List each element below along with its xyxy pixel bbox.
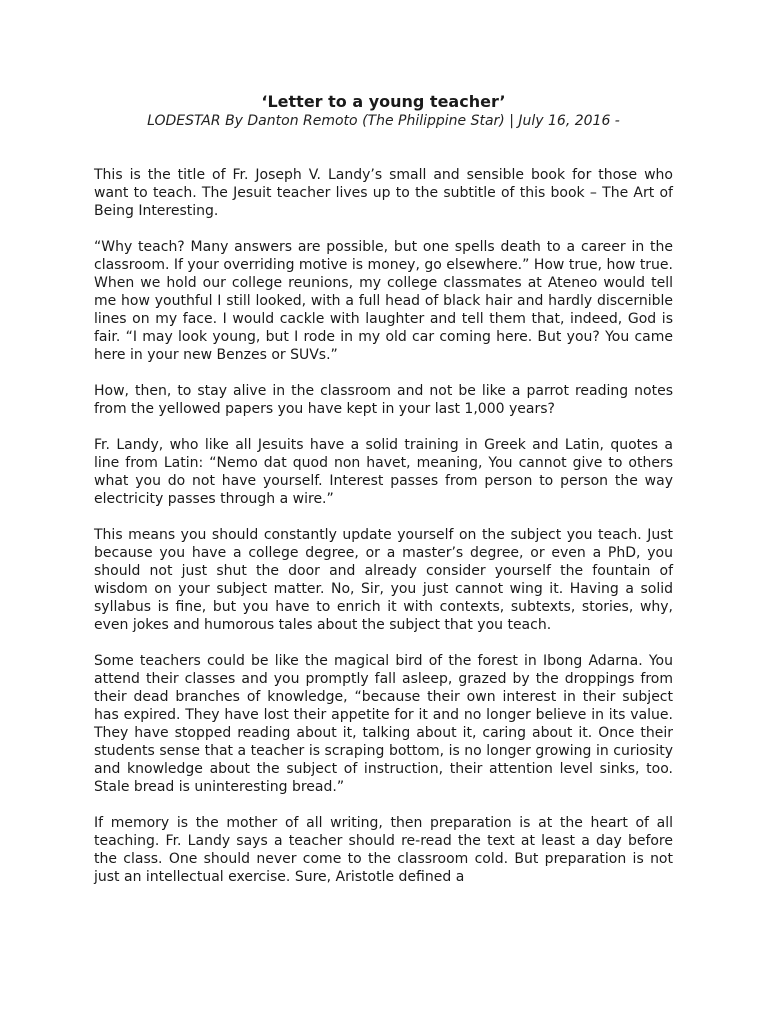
article-byline: LODESTAR By Danton Remoto (The Philippine Star) | July 16, 2016 -: [147, 113, 620, 129]
paragraph-4: Fr. Landy, who like all Jesuits have a solid training in Greek and Latin, quotes a line from Latin: “Nemo dat quod non havet, meaning, You cannot give to others what you do not have yourself. Interest passes from person to person the way electricity passes through a wire.”: [94, 437, 673, 507]
paragraph-6: Some teachers could be like the magical bird of the forest in Ibong Adarna. You attend their classes and you promptly fall asleep, grazed by the droppings from their dead branches of knowledge, “because their own interest in their subject has expired. They have lost their appetite for it and no longer believe in its value. They have stopped reading about it, talking about it, caring about it. Once their students sense that a teacher is scraping bottom, is no longer growing in curiosity and knowledge about the subject of instruction, their attention level sinks, too. Stale bread is uninteresting bread.”: [94, 653, 673, 795]
article-title: ‘Letter to a young teacher’: [261, 92, 506, 111]
document-page: [94, 92, 673, 904]
paragraph-7: If memory is the mother of all writing, then preparation is at the heart of all teaching. Fr. Landy says a teacher should re-read the text at least a day before the class. One should never come to the classroom cold. But preparation is not just an intellectual exercise. Sure, Aristotle defined a: [94, 815, 673, 885]
paragraph-1: This is the title of Fr. Joseph V. Landy’s small and sensible book for those who want to teach. The Jesuit teacher lives up to the subtitle of this book – The Art of Being Interesting.: [94, 167, 673, 219]
paragraph-2: “Why teach? Many answers are possible, but one spells death to a career in the classroom. If your overriding motive is money, go elsewhere.” How true, how true. When we hold our college reunions, my college classmates at Ateneo would tell me how youthful I still looked, with a full head of black hair and hardly discernible lines on my face. I would cackle with laughter and tell them that, indeed, God is fair. “I may look young, but I rode in my old car coming here. But you? You came here in your new Benzes or SUVs.”: [94, 239, 673, 363]
paragraph-3: How, then, to stay alive in the classroom and not be like a parrot reading notes from the yellowed papers you have kept in your last 1,000 years?: [94, 383, 673, 417]
paragraph-5: This means you should constantly update yourself on the subject you teach. Just because you have a college degree, or a master’s degree, or even a PhD, you should not just shut the door and already consider yourself the fountain of wisdom on your subject matter. No, Sir, you just cannot wing it. Having a solid syllabus is fine, but you have to enrich it with contexts, subtexts, stories, why, even jokes and humorous tales about the subject that you teach.: [94, 527, 673, 633]
